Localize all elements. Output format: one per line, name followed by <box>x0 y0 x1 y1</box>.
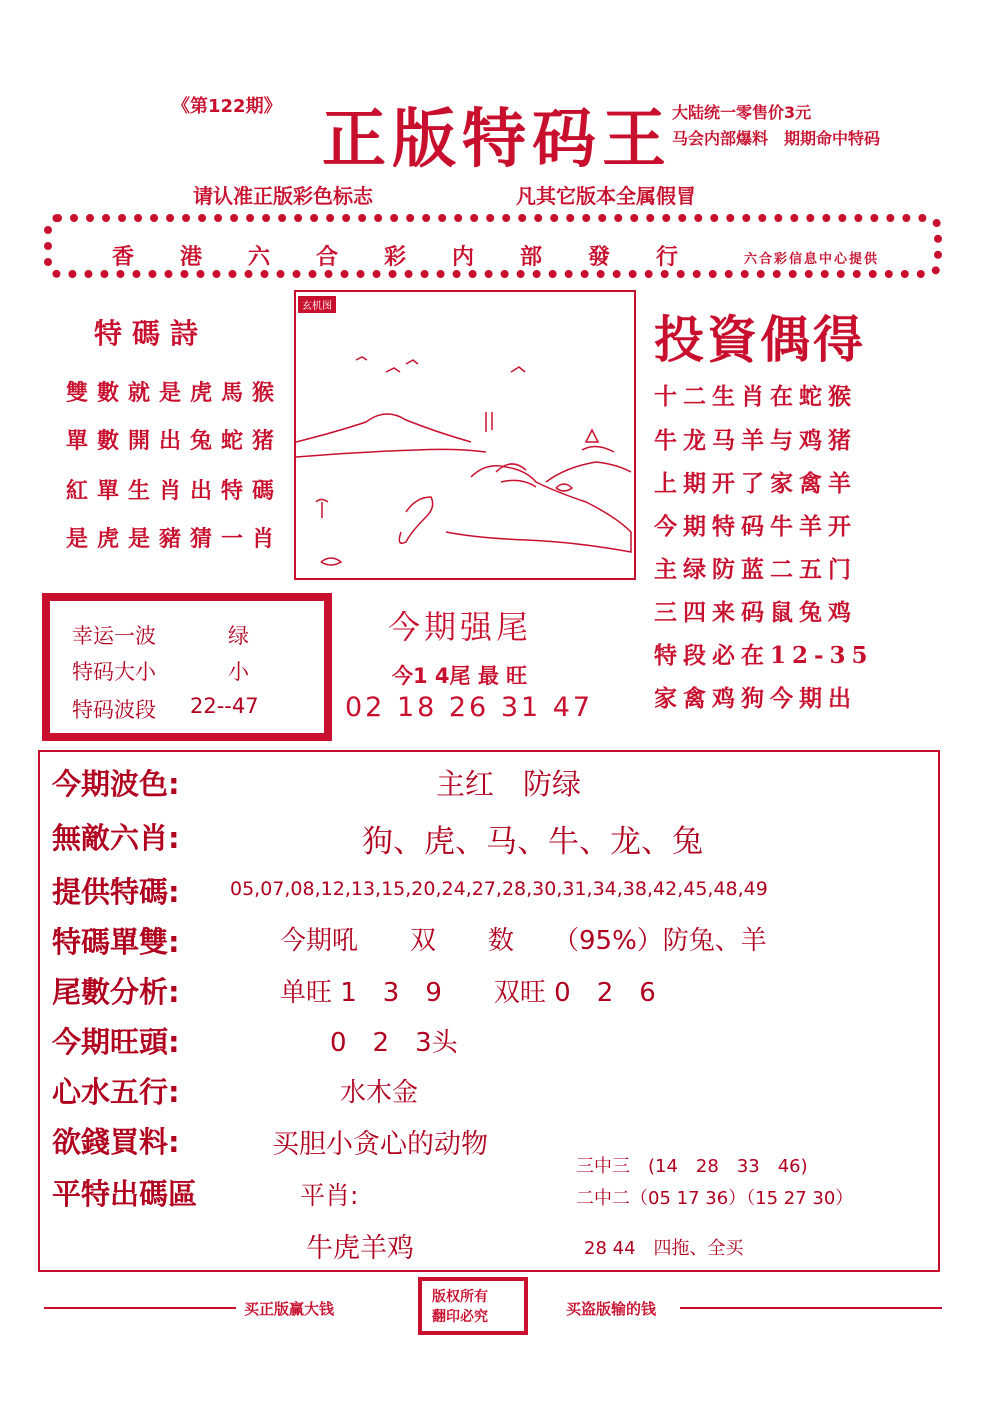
footer-right: 买盗版输的钱 <box>566 1300 657 1318</box>
tail-analysis-label: 尾數分析: <box>52 975 180 1009</box>
elements-label: 心水五行: <box>52 1075 180 1109</box>
poem-line: 雙數就是虎馬猴 <box>66 380 284 406</box>
flat-zodiacs: 牛虎羊鸡 <box>306 1233 414 1264</box>
lucky-value: 小 <box>228 660 249 684</box>
flat-label: 平特出碼區 <box>52 1177 198 1211</box>
notice-left: 请认准正版彩色标志 <box>193 184 373 208</box>
invest-line: 今期特码牛羊开 <box>654 513 857 540</box>
color-label: 今期波色: <box>52 767 180 801</box>
invest-line: 上期开了家禽羊 <box>654 470 857 497</box>
six-zodiac-value: 狗、虎、马、牛、龙、兔 <box>362 824 703 860</box>
flat-sub-label: 平肖: <box>300 1181 359 1210</box>
footer-rule-left <box>44 1307 236 1309</box>
invest-line: 主绿防蓝二五门 <box>654 556 857 583</box>
poem-title: 特碼詩 <box>94 317 209 350</box>
invest-line: 牛龙马羊与鸡猪 <box>654 427 857 454</box>
banner-title: 香港六合彩内部發行 <box>112 244 725 270</box>
codes-value: 05,07,08,12,13,15,20,24,27,28,30,31,34,38,42,45,48,49 <box>230 878 768 900</box>
inside-info: 马会内部爆料 期期命中特码 <box>672 129 881 148</box>
strong-tail-title: 今期强尾 <box>388 608 533 646</box>
invest-line: 特段必在12-35 <box>654 642 874 669</box>
copyright-line2: 翻印必究 <box>432 1309 488 1325</box>
footer-rule-right <box>680 1307 942 1309</box>
codes-label: 提供特碼: <box>52 875 180 909</box>
issue-number: 《第122期》 <box>172 96 282 117</box>
invest-line: 三四来码鼠兔鸡 <box>654 599 857 626</box>
notice-right: 凡其它版本全属假冒 <box>516 184 696 208</box>
poem-line: 單數開出兔蛇猪 <box>66 428 284 454</box>
color-value: 主红 防绿 <box>436 767 582 801</box>
banner-subtitle: 六合彩信息中心提供 <box>744 252 880 267</box>
lucky-label: 特码大小 <box>72 660 156 684</box>
lucky-label: 幸运一波 <box>72 624 156 648</box>
two-of-two: 二中二（05 17 36）（15 27 30） <box>576 1188 854 1209</box>
six-zodiac-label: 無敵六肖: <box>52 821 180 855</box>
page-title: 正版特码王 <box>322 102 672 177</box>
drag-codes: 28 44 四拖、全买 <box>584 1238 744 1259</box>
copyright-line1: 版权所有 <box>432 1289 488 1305</box>
buy-label: 欲錢買料: <box>52 1125 180 1159</box>
footer-left: 买正版赢大钱 <box>244 1300 335 1318</box>
odd-even-label: 特碼單雙: <box>52 925 180 959</box>
landscape-illustration <box>296 292 634 578</box>
odd-even-value: 今期吼 双 数 （95%）防兔、羊 <box>280 926 767 956</box>
invest-line: 家禽鸡狗今期出 <box>654 685 857 712</box>
head-label: 今期旺頭: <box>52 1025 180 1059</box>
invest-line: 十二生肖在蛇猴 <box>654 383 857 410</box>
poem-line: 是虎是豬猜一肖 <box>66 526 284 552</box>
lucky-value: 绿 <box>228 624 249 648</box>
picture-stamp: 玄机图 <box>298 296 336 313</box>
invest-title: 投資偶得 <box>654 310 866 369</box>
tail-analysis-value: 单旺 1 3 9 双旺 0 2 6 <box>280 978 656 1008</box>
strong-tail-codes: 02 18 26 31 47 <box>345 692 594 723</box>
head-value: 0 2 3头 <box>330 1028 458 1058</box>
poem-line: 紅單生肖出特碼 <box>66 478 284 504</box>
lucky-value: 22--47 <box>190 694 259 718</box>
strong-tail-subtitle: 今1 4尾 最 旺 <box>392 664 528 688</box>
retail-price: 大陆统一零售价3元 <box>672 103 812 122</box>
buy-value: 买胆小贪心的动物 <box>272 1129 488 1160</box>
riddle-picture <box>294 290 636 580</box>
lucky-label: 特码波段 <box>72 698 156 722</box>
three-of-three: 三中三 (14 28 33 46) <box>576 1156 808 1177</box>
elements-value: 水木金 <box>340 1078 419 1108</box>
